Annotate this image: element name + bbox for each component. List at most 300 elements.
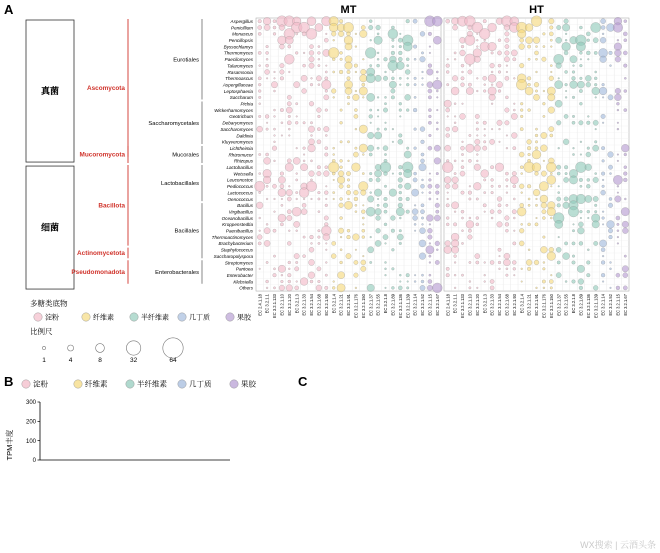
bubble	[563, 177, 568, 182]
bubble	[325, 90, 328, 93]
bubble	[406, 147, 409, 150]
bubble	[608, 203, 613, 208]
bubble	[615, 56, 621, 62]
bubble	[528, 83, 531, 86]
bubble	[549, 18, 555, 24]
legend-scale-circle	[126, 341, 140, 355]
bubble	[339, 19, 343, 23]
y-tick-label: 300	[25, 400, 36, 407]
bubble	[376, 25, 381, 30]
bubble	[322, 80, 331, 89]
bubble	[535, 45, 537, 47]
bubble	[601, 190, 606, 195]
bubble	[318, 64, 320, 66]
x-tick-label: EC 3.2.1.14	[412, 294, 418, 316]
bubble	[469, 281, 471, 283]
bubble	[435, 203, 440, 208]
bubble	[309, 44, 313, 48]
bubble	[361, 266, 366, 271]
bubble	[318, 198, 320, 200]
bubble	[411, 189, 418, 196]
bubble	[506, 179, 509, 182]
bubble	[580, 141, 582, 143]
bubble	[609, 51, 613, 55]
panel-c-letter: C	[298, 374, 308, 389]
bubble	[343, 22, 353, 32]
bubble	[602, 255, 604, 257]
legend-label-substrate: 淀粉	[33, 379, 48, 389]
bubble	[398, 38, 402, 42]
bubble	[331, 31, 336, 36]
bubble	[579, 26, 582, 29]
bubble	[384, 57, 388, 61]
bubble	[258, 51, 261, 54]
bubble	[565, 70, 568, 73]
bubble	[531, 16, 542, 27]
bubble	[527, 184, 531, 188]
legend-scale-value: 8	[98, 357, 102, 364]
bubble	[550, 185, 552, 187]
bubble	[461, 64, 464, 67]
bubble	[513, 77, 515, 79]
bubble	[384, 103, 386, 105]
bubble	[428, 96, 431, 99]
bubble	[264, 240, 270, 246]
bubble	[601, 25, 605, 29]
bubble	[323, 234, 330, 241]
bubble	[255, 181, 265, 191]
bubble	[469, 198, 472, 201]
x-tick-label: EC 3.2.1.4	[331, 294, 337, 314]
bubble	[519, 241, 524, 246]
bubble	[354, 109, 357, 112]
genus-label: Paenibacillus	[225, 228, 253, 234]
bubble	[288, 268, 290, 270]
bubble	[543, 115, 545, 117]
bubble	[513, 274, 515, 276]
bubble	[396, 208, 404, 216]
kingdom-label-bacteria: 细菌	[40, 222, 60, 233]
bubble	[513, 198, 515, 200]
bubble	[337, 176, 345, 184]
bubble	[546, 162, 556, 172]
bubble	[414, 128, 417, 131]
bubble	[594, 204, 597, 207]
bubble	[353, 234, 360, 241]
bubble	[528, 249, 530, 251]
bubble	[309, 57, 314, 62]
bubble	[557, 261, 560, 264]
bubble	[602, 211, 604, 213]
bubble	[384, 96, 386, 98]
bubble	[512, 209, 516, 213]
bubble	[414, 96, 416, 98]
bubble	[414, 172, 417, 175]
bubble	[362, 224, 364, 226]
bubble	[532, 150, 541, 159]
bubble	[427, 82, 433, 88]
bubble	[432, 16, 442, 26]
x-tick-label: EC 3.2.1.68	[504, 294, 510, 316]
phylum-label: Ascomycota	[86, 85, 125, 93]
bubble	[587, 58, 589, 60]
bubble	[318, 236, 321, 239]
bubble	[412, 209, 418, 215]
bubble	[586, 184, 590, 188]
bubble	[488, 87, 496, 95]
genus-label: Pichia	[240, 101, 253, 107]
bubble	[332, 241, 336, 245]
bubble	[555, 100, 562, 107]
bubble	[398, 139, 403, 144]
legend-scale-value: 4	[68, 357, 73, 364]
genus-label: Rhizopus	[233, 158, 253, 164]
bubble	[429, 198, 431, 200]
bubble	[406, 197, 410, 201]
bubble	[355, 90, 357, 92]
bubble	[491, 103, 493, 105]
bubble	[420, 285, 425, 290]
bubble	[279, 44, 284, 49]
bubble	[541, 132, 547, 138]
bubble	[622, 221, 629, 228]
bubble	[461, 153, 463, 155]
x-tick-label: EC 3.2.1.37	[368, 294, 374, 316]
bubble	[429, 262, 431, 264]
bubble	[420, 31, 425, 36]
order-label: Enterobacterales	[155, 270, 199, 276]
bubble	[543, 90, 545, 92]
bubble	[329, 23, 338, 32]
bubble	[263, 176, 271, 184]
bubble	[420, 127, 425, 132]
bubble	[328, 48, 339, 59]
bubble	[469, 261, 471, 263]
bubble	[328, 162, 339, 173]
bubble	[542, 217, 545, 220]
bubble	[503, 259, 510, 266]
bubble	[570, 81, 578, 89]
bubble	[399, 172, 402, 175]
bubble	[535, 128, 537, 130]
bubble	[266, 51, 269, 54]
bubble	[454, 122, 456, 124]
bubble	[310, 242, 312, 244]
bubble	[490, 279, 494, 283]
bubble	[446, 19, 450, 23]
bubble	[624, 89, 627, 92]
bubble	[476, 46, 478, 48]
y-tick-label: 0	[32, 458, 36, 465]
bubble	[615, 50, 622, 57]
bubble	[294, 82, 300, 88]
bubble	[577, 265, 584, 272]
bubble	[383, 108, 388, 113]
legend-swatch-substrate	[178, 380, 186, 388]
bubble	[576, 42, 585, 51]
x-tick-label: EC 3.2.1.15	[615, 294, 621, 316]
bubble	[377, 204, 379, 206]
bubble	[592, 221, 599, 228]
bubble	[476, 160, 478, 162]
bubble	[347, 77, 351, 81]
bubble	[476, 287, 478, 289]
bubble	[461, 274, 463, 276]
bubble	[338, 171, 344, 177]
genus-label: Saccharomyces	[220, 126, 253, 132]
bubble	[333, 153, 335, 155]
bubble	[404, 151, 411, 158]
legend-label-substrate: 半纤维素	[141, 314, 169, 322]
bubble	[377, 198, 379, 200]
bubble	[391, 26, 394, 29]
bubble	[414, 230, 416, 232]
bubble	[296, 33, 298, 35]
bubble	[355, 128, 357, 130]
bubble	[594, 83, 597, 86]
bubble	[325, 77, 328, 80]
bubble	[520, 109, 523, 112]
bubble	[454, 274, 456, 276]
bubble	[536, 217, 538, 219]
bubble	[513, 267, 516, 270]
bubble	[466, 220, 474, 228]
bubble	[340, 249, 342, 251]
bubble	[370, 122, 372, 124]
bubble	[325, 33, 327, 35]
bubble	[317, 140, 321, 144]
bubble	[490, 63, 495, 68]
bubble	[506, 274, 509, 277]
bubble	[422, 84, 424, 86]
bubble	[462, 160, 464, 162]
bubble	[303, 236, 305, 238]
bubble	[295, 103, 297, 105]
y-tick-label: 100	[25, 438, 36, 445]
bubble	[359, 144, 367, 152]
bubble	[295, 261, 298, 264]
x-tick-label: EC 3.2.1.1	[452, 294, 458, 314]
bubble	[621, 144, 629, 152]
bubble	[580, 154, 582, 156]
x-tick-label: EC 3.2.1.10	[279, 294, 285, 316]
bubble	[484, 128, 486, 130]
bubble	[587, 178, 590, 181]
bubble	[572, 121, 575, 124]
bubble	[572, 261, 576, 265]
bubble	[495, 163, 504, 172]
bubble	[325, 249, 327, 251]
bubble	[324, 216, 328, 220]
x-tick-label: EC 3.2.1.89	[390, 294, 396, 316]
bubble	[461, 217, 463, 219]
x-tick-label: EC 3.2.1.136	[585, 294, 591, 318]
bubble	[318, 191, 321, 194]
x-tick-label: EC 3.2.1.176	[541, 294, 547, 318]
bubble	[266, 185, 268, 187]
bubble	[562, 42, 571, 51]
bubble	[498, 64, 501, 67]
bubble	[266, 198, 268, 200]
bubble	[617, 122, 619, 124]
bubble	[407, 281, 409, 283]
bubble	[383, 234, 388, 239]
x-tick-label: EC 3.2.1.93	[511, 294, 517, 316]
genus-label: Monascus	[232, 31, 253, 37]
bubble	[421, 204, 424, 207]
bubble	[578, 222, 583, 227]
bubble	[484, 281, 486, 283]
bubble	[442, 162, 453, 173]
bubble	[422, 223, 424, 225]
bubble	[564, 242, 567, 245]
bubble	[422, 71, 424, 73]
bubble	[540, 145, 547, 152]
bubble	[484, 211, 486, 213]
bubble	[303, 122, 306, 125]
bubble	[353, 190, 358, 195]
bubble	[366, 74, 375, 83]
bubble	[587, 249, 589, 251]
bubble	[615, 88, 621, 94]
bubble	[601, 146, 605, 150]
bubble	[541, 246, 548, 253]
bubble	[273, 273, 277, 277]
bubble	[617, 185, 619, 187]
bubble	[519, 152, 524, 157]
bubble	[465, 54, 476, 65]
bubble	[406, 287, 409, 290]
bubble	[295, 191, 297, 193]
bubble	[558, 192, 560, 194]
bubble	[406, 109, 409, 112]
bubble	[340, 141, 343, 144]
bubble	[308, 144, 316, 152]
bubble	[296, 173, 298, 175]
genus-label: Streptomyces	[224, 260, 253, 266]
bubble	[324, 126, 330, 132]
bubble	[428, 115, 431, 118]
bubble	[369, 178, 373, 182]
genus-label: Rhizomucor	[228, 152, 253, 158]
legend-swatch-substrate	[82, 313, 90, 321]
bubble	[513, 217, 515, 219]
bubble	[288, 261, 291, 264]
bubble	[308, 272, 315, 279]
bubble	[436, 210, 439, 213]
bubble	[536, 287, 538, 289]
bubble	[317, 267, 321, 271]
bubble	[585, 195, 592, 202]
column-title-mt: MT	[340, 4, 357, 16]
bubble	[513, 147, 516, 150]
bubble	[527, 139, 532, 144]
bubble	[556, 247, 561, 252]
legend-label-substrate: 果胶	[237, 314, 251, 322]
bubble	[536, 198, 538, 200]
bubble	[504, 57, 509, 62]
bubble	[586, 261, 590, 265]
bubble	[505, 120, 510, 125]
bubble	[617, 236, 619, 238]
bubble	[311, 77, 313, 79]
bubble	[278, 214, 286, 222]
bubble	[601, 273, 605, 277]
legend-label-substrate: 纤维素	[85, 379, 108, 389]
bubble	[266, 58, 268, 60]
bubble	[565, 90, 567, 92]
legend-swatch-substrate	[130, 313, 138, 321]
bubble	[454, 262, 456, 264]
legend-label-substrate: 几丁质	[189, 314, 210, 322]
genus-label: Lichtheimia	[229, 145, 253, 151]
bubble	[624, 77, 626, 79]
bubble	[258, 77, 261, 80]
bubble	[446, 64, 450, 68]
bubble	[565, 39, 567, 41]
bubble	[506, 268, 508, 270]
bubble	[491, 52, 494, 55]
bubble	[513, 185, 516, 188]
bubble	[295, 286, 299, 290]
bubble	[369, 109, 371, 111]
bubble	[475, 114, 479, 118]
bubble	[476, 154, 478, 156]
order-label: Lactobacillales	[160, 181, 199, 188]
bubble	[310, 179, 312, 181]
bubble	[391, 51, 395, 55]
bubble	[399, 116, 401, 118]
bubble	[340, 121, 343, 124]
bubble	[325, 71, 327, 73]
bubble	[258, 90, 261, 93]
bubble	[446, 267, 449, 270]
bubble	[366, 207, 375, 216]
bubble	[266, 280, 269, 283]
bubble	[572, 242, 575, 245]
bubble	[273, 268, 275, 270]
bubble	[535, 172, 539, 176]
bubble	[285, 163, 293, 171]
bubble	[602, 281, 604, 283]
bubble	[446, 273, 450, 277]
bubble	[384, 223, 387, 226]
bubble	[288, 71, 290, 73]
bubble	[436, 97, 438, 99]
bubble	[360, 30, 367, 37]
bubble	[374, 132, 381, 139]
genus-label: Paecilomyces	[224, 57, 253, 63]
bubble	[445, 241, 451, 247]
bubble	[288, 128, 290, 130]
bubble	[390, 216, 395, 221]
bubble	[384, 261, 386, 263]
bubble	[608, 165, 612, 169]
bubble	[296, 281, 298, 283]
x-tick-label: EC 3.2.1.20	[286, 294, 292, 316]
bubble	[617, 243, 619, 245]
bubble	[355, 211, 357, 213]
bubble	[469, 217, 471, 219]
legend-swatch-substrate	[22, 380, 30, 388]
bubble	[295, 51, 298, 54]
x-tick-label: EC 3.2.1.54	[497, 294, 503, 316]
bubble	[398, 165, 402, 169]
bubble	[498, 71, 501, 74]
bubble	[476, 122, 478, 124]
bubble	[462, 71, 464, 73]
bubble	[338, 272, 345, 279]
